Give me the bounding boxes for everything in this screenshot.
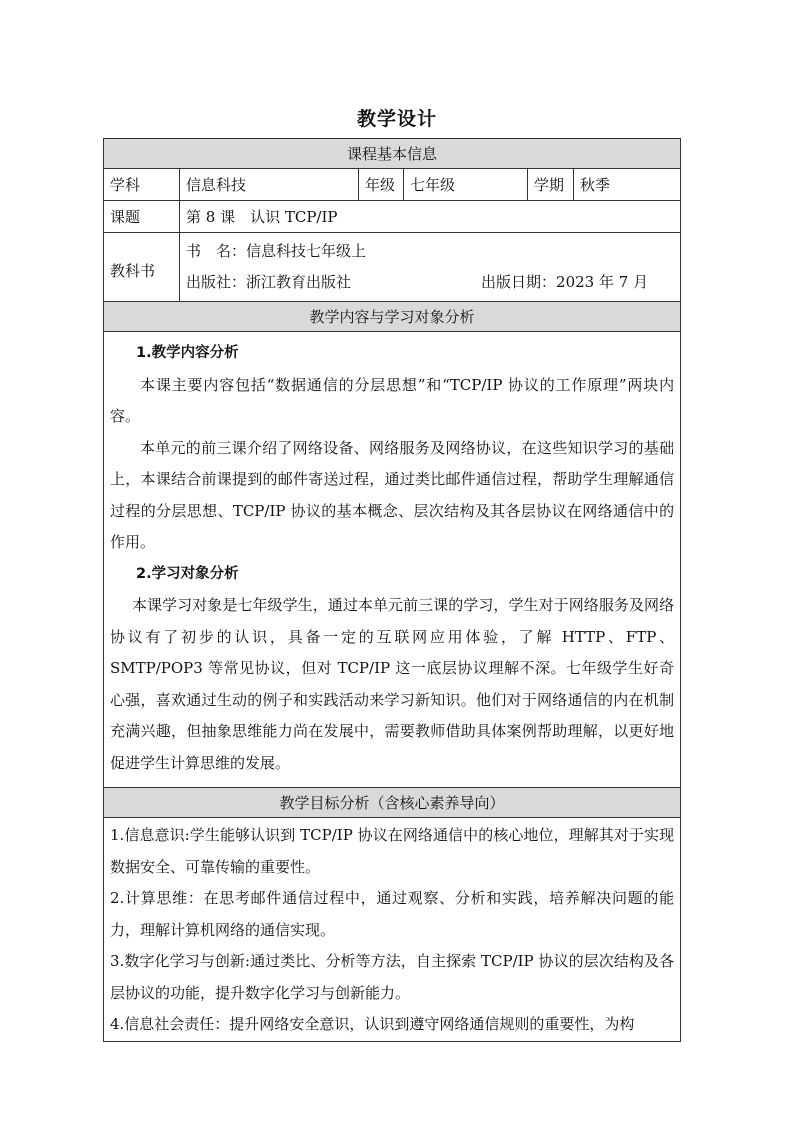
goal-item-social-responsibility: 4.信息社会责任：提升网络安全意识，认识到遵守网络通信规则的重要性，为构 [110,1015,635,1033]
lesson-value: 第 8 课 认识 TCP/IP [180,201,681,233]
term-value: 秋季 [574,169,681,201]
grade-value: 七年级 [404,169,528,201]
goal-item-digital-learning: 3.数字化学习与创新:通过类比、分析等方法，自主探索 TCP/IP 协议的层次结构及各层协议的功能，提升数字化学习与创新能力。 [110,952,675,1002]
goal-item-computational-thinking: 2.计算思维：在思考邮件通信过程中，通过观察、分析和实践，培养解决问题的能力，理解计算机网络的通信实现。 [110,889,675,939]
grade-label: 年级 [359,169,404,201]
analysis-content [104,332,681,788]
learner-analysis-title: 2.学习对象分析 [136,565,239,582]
learner-paragraph: 本课学习对象是七年级学生，通过本单元前三课的学习，学生对于网络服务及网络协议有了初步的认识，具备一定的互联网应用体验，了解 HTTP、FTP、SMTP/POP3 等常见协议，但对 TCP/IP 这一底层协议理解不深。七年级学生好奇心强，喜欢通过生动的例子和实践活动来学习新知识。他们对于网络通信的内在机制充满兴趣，但抽象思维能力尚在发展中，需要教师借助具体案例帮助理解，以更好地促进学生计算思维的发展。 [110,596,675,772]
subject-value: 信息科技 [180,169,359,201]
section-header-goals: 教学目标分析（含核心素养导向） [104,788,681,818]
publisher-row [186,267,674,298]
content-paragraph-2: 本单元的前三课介绍了网络设备、网络服务及网络协议，在这些知识学习的基础上，本课结合前课提到的邮件寄送过程，通过类比邮件通信过程，帮助学生理解通信过程的分层思想、TCP/IP 协议的基本概念、层次结构及其各层协议在网络通信中的作用。 [110,438,675,551]
content-analysis-title: 1.教学内容分析 [136,345,239,361]
book-name: 书 名：信息科技七年级上 [186,242,367,260]
section-header-analysis: 教学内容与学习对象分析 [104,302,681,332]
subject-label: 学科 [104,169,180,201]
textbook-label: 教科书 [104,233,180,302]
document-title: 教学设计 [356,108,437,130]
publisher: 出版社：浙江教育出版社 [186,273,352,291]
section-header-basic-info: 课程基本信息 [104,139,681,169]
goals-content [104,818,681,1042]
lesson-label: 课题 [104,201,180,233]
textbook-info [180,233,681,302]
term-label: 学期 [528,169,574,201]
content-paragraph-1: 本课主要内容包括“数据通信的分层思想”和“TCP/IP 协议的工作原理”两块内容。 [110,375,675,425]
goal-item-information-awareness: 1.信息意识:学生能够认识到 TCP/IP 协议在网络通信中的核心地位，理解其对于实现数据安全、可靠传输的重要性。 [110,826,675,876]
lesson-plan-table [103,138,681,1042]
publication-date: 出版日期：2023 年 7 月 [481,273,649,291]
